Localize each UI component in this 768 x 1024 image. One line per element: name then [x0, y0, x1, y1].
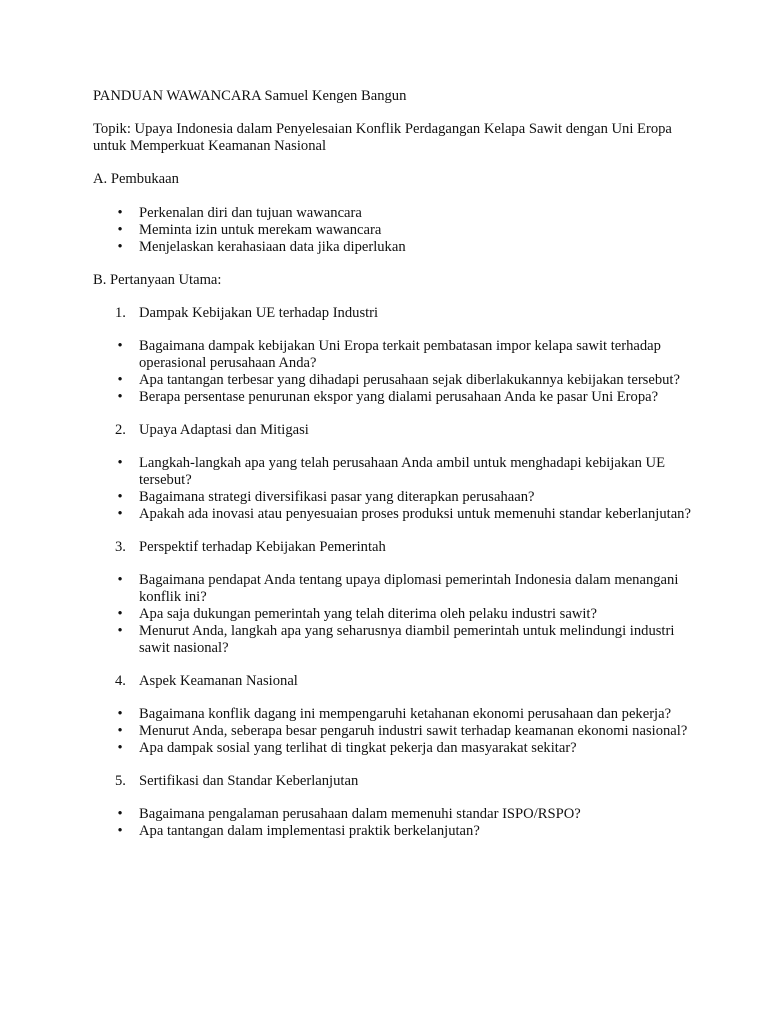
list-item: • Berapa persentase penurunan ekspor yang dialami perusahaan Anda ke pasar Uni Eropa?	[93, 389, 693, 406]
group-title: Sertifikasi dan Standar Keberlanjutan	[139, 773, 359, 789]
number-label: 5.	[115, 773, 126, 789]
bullet-icon: •	[117, 372, 123, 388]
section-a-heading: A. Pembukaan	[93, 171, 179, 187]
list-item: • Apakah ada inovasi atau penyesuaian proses produksi untuk memenuhi standar keberlanjutan?	[93, 506, 693, 523]
bullet-icon: •	[117, 222, 123, 238]
numbered-heading-5	[93, 773, 693, 790]
list-item: • Menurut Anda, langkah apa yang seharusnya diambil pemerintah untuk melindungi industri sawit nasional?	[93, 623, 693, 657]
group-title: Upaya Adaptasi dan Mitigasi	[139, 422, 309, 438]
list-item: • Apa tantangan dalam implementasi praktik berkelanjutan?	[93, 823, 693, 840]
bullet-icon: •	[117, 389, 123, 405]
group-title: Dampak Kebijakan UE terhadap Industri	[139, 305, 379, 321]
list-item: • Apa tantangan terbesar yang dihadapi perusahaan sejak diberlakukannya kebijakan tersebut?	[93, 372, 693, 389]
numbered-heading-2	[93, 422, 693, 439]
bullet-icon: •	[117, 706, 123, 722]
bullet-icon: •	[117, 489, 123, 505]
group-1-questions	[93, 338, 693, 406]
number-label: 1.	[115, 305, 126, 321]
bullet-icon: •	[117, 205, 123, 221]
bullet-icon: •	[117, 723, 123, 739]
group-4-questions	[93, 706, 693, 757]
list-item: • Bagaimana konflik dagang ini mempengaruhi ketahanan ekonomi perusahaan dan pekerja?	[93, 706, 693, 723]
bullet-icon: •	[117, 455, 123, 471]
bullet-icon: •	[117, 572, 123, 588]
numbered-heading-1	[93, 305, 693, 322]
list-item: • Meminta izin untuk merekam wawancara	[93, 222, 693, 239]
list-item: • Menjelaskan kerahasiaan data jika diperlukan	[93, 239, 693, 256]
bullet-icon: •	[117, 606, 123, 622]
group-title: Aspek Keamanan Nasional	[139, 673, 298, 689]
number-label: 2.	[115, 422, 126, 438]
list-item: • Menurut Anda, seberapa besar pengaruh industri sawit terhadap keamanan ekonomi nasional?	[93, 723, 693, 740]
numbered-heading-4	[93, 673, 693, 690]
bullet-icon: •	[117, 623, 123, 639]
number-label: 4.	[115, 673, 126, 689]
group-5-questions	[93, 806, 693, 840]
list-item: • Bagaimana pendapat Anda tentang upaya diplomasi pemerintah Indonesia dalam menangani konflik ini?	[93, 572, 693, 606]
number-label: 3.	[115, 539, 126, 555]
group-3-questions	[93, 572, 693, 657]
list-item: • Bagaimana pengalaman perusahaan dalam memenuhi standar ISPO/RSPO?	[93, 806, 693, 823]
topic-paragraph: Topik: Upaya Indonesia dalam Penyelesaian Konflik Perdagangan Kelapa Sawit dengan Uni Eropa untuk Memperkuat Keamanan Nasional	[93, 121, 672, 154]
list-item: • Apa dampak sosial yang terlihat di tingkat pekerja dan masyarakat sekitar?	[93, 740, 693, 757]
list-item: • Apa saja dukungan pemerintah yang telah diterima oleh pelaku industri sawit?	[93, 606, 693, 623]
list-item: • Langkah-langkah apa yang telah perusahaan Anda ambil untuk menghadapi kebijakan UE tersebut?	[93, 455, 693, 489]
section-a-list	[93, 205, 693, 256]
bullet-icon: •	[117, 823, 123, 839]
bullet-icon: •	[117, 806, 123, 822]
bullet-icon: •	[117, 740, 123, 756]
list-item: • Bagaimana strategi diversifikasi pasar yang diterapkan perusahaan?	[93, 489, 693, 506]
list-item: • Bagaimana dampak kebijakan Uni Eropa terkait pembatasan impor kelapa sawit terhadap operasional perusahaan Anda?	[93, 338, 693, 372]
document-title: PANDUAN WAWANCARA Samuel Kengen Bangun	[93, 88, 407, 104]
document-body	[93, 88, 693, 840]
section-b-heading: B. Pertanyaan Utama:	[93, 272, 222, 288]
numbered-heading-3	[93, 539, 693, 556]
list-item: • Perkenalan diri dan tujuan wawancara	[93, 205, 693, 222]
bullet-icon: •	[117, 506, 123, 522]
group-2-questions	[93, 455, 693, 523]
bullet-icon: •	[117, 338, 123, 354]
group-title: Perspektif terhadap Kebijakan Pemerintah	[139, 539, 386, 555]
bullet-icon: •	[117, 239, 123, 255]
